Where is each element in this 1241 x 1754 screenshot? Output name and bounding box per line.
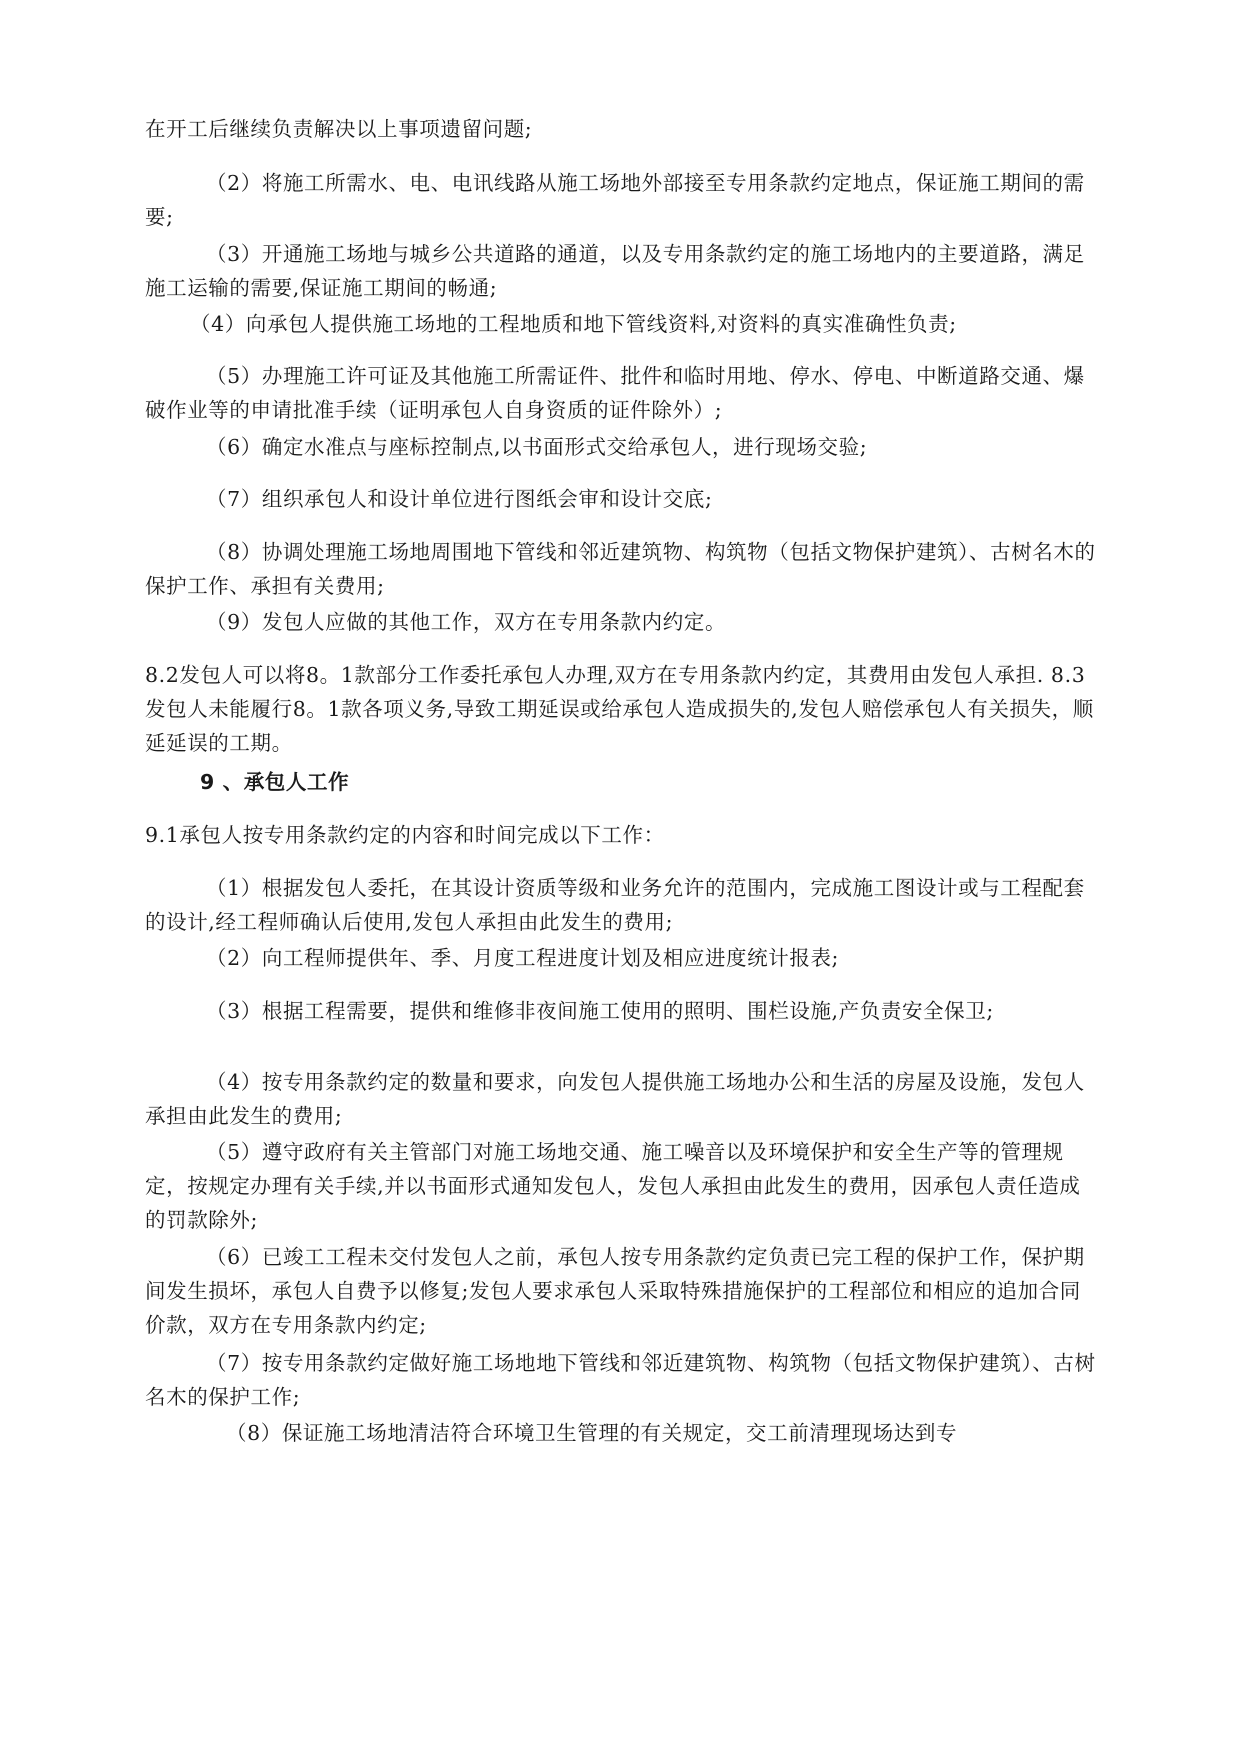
clause-8-1-3: （3）开通施工场地与城乡公共道路的通道，以及专用条款约定的施工场地内的主要道路，满足施工运输的需要,保证施工期间的畅通;	[145, 242, 1085, 300]
clause-9-1-3: （3）根据工程需要，提供和维修非夜间施工使用的照明、围栏设施,产负责安全保卫;	[206, 999, 994, 1023]
clause-9-1-8: （8）保证施工场地清洁符合环境卫生管理的有关规定，交工前清理现场达到专	[226, 1421, 958, 1445]
clause-8-1-5: （5）办理施工许可证及其他施工所需证件、批件和临时用地、停水、停电、中断道路交通、爆破作业等的申请批准手续（证明承包人自身资质的证件除外）;	[145, 364, 1085, 422]
clause-8-1-7: （7）组织承包人和设计单位进行图纸会审和设计交底;	[206, 487, 713, 511]
clause-8-1-2: （2）将施工所需水、电、电讯线路从施工场地外部接至专用条款约定地点，保证施工期间的需要;	[145, 171, 1085, 229]
paragraph-continuation: 在开工后继续负责解决以上事项遗留问题;	[145, 117, 533, 141]
clause-9-1-2: （2）向工程师提供年、季、月度工程进度计划及相应进度统计报表;	[206, 946, 840, 970]
clause-8-2-8-3: 8.2发包人可以将8。1款部分工作委托承包人办理,双方在专用条款内约定，其费用由发包人承担. 8.3发包人未能履行8。1款各项义务,导致工期延误或给承包人造成损失的,发包人赔偿承包人有关损失，顺延延误的工期。	[145, 663, 1094, 755]
section-heading-9: 9 、承包人工作	[200, 770, 350, 794]
clause-9-1-1: （1）根据发包人委托，在其设计资质等级和业务允许的范围内，完成施工图设计或与工程配套的设计,经工程师确认后使用,发包人承担由此发生的费用;	[145, 876, 1085, 934]
clause-9-1-7: （7）按专用条款约定做好施工场地地下管线和邻近建筑物、构筑物（包括文物保护建筑）、古树名木的保护工作;	[145, 1351, 1096, 1409]
clause-8-1-4: （4）向承包人提供施工场地的工程地质和地下管线资料,对资料的真实准确性负责;	[190, 312, 957, 336]
clause-8-1-9: （9）发包人应做的其他工作，双方在专用条款内约定。	[206, 610, 727, 634]
clause-8-1-8: （8）协调处理施工场地周围地下管线和邻近建筑物、构筑物（包括文物保护建筑）、古树名木的保护工作、承担有关费用;	[145, 540, 1096, 598]
clause-9-1-4: （4）按专用条款约定的数量和要求，向发包人提供施工场地办公和生活的房屋及设施，发包人承担由此发生的费用;	[145, 1070, 1085, 1128]
clause-9-1-6: （6）已竣工工程未交付发包人之前，承包人按专用条款约定负责已完工程的保护工作，保护期间发生损坏，承包人自费予以修复;发包人要求承包人采取特殊措施保护的工程部位和相应的追加合同价款，双方在专用条款内约定;	[145, 1245, 1085, 1337]
clause-9-1-5: （5）遵守政府有关主管部门对施工场地交通、施工噪音以及环境保护和安全生产等的管理规定，按规定办理有关手续,并以书面形式通知发包人，发包人承担由此发生的费用，因承包人责任造成的罚款除外;	[145, 1140, 1081, 1232]
clause-9-1: 9.1承包人按专用条款约定的内容和时间完成以下工作：	[145, 823, 665, 847]
clause-8-1-6: （6）确定水准点与座标控制点,以书面形式交给承包人，进行现场交验;	[206, 435, 868, 459]
